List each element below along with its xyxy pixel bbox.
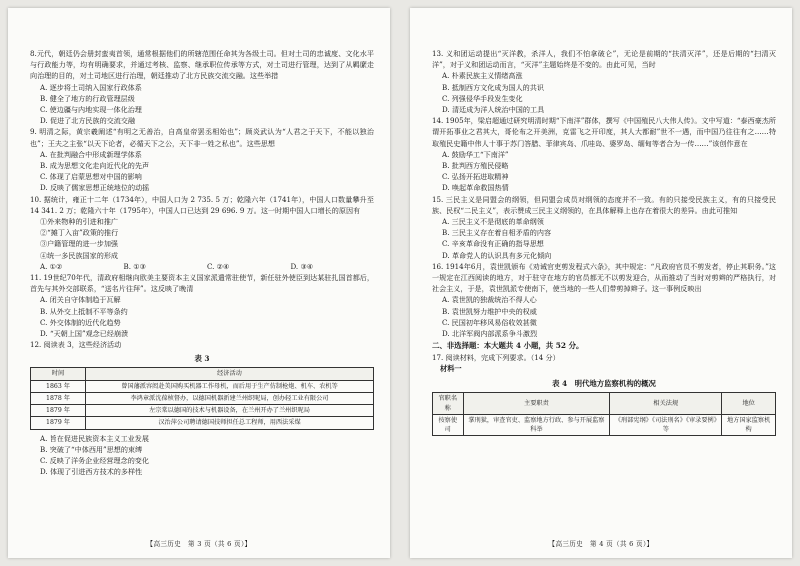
table-4 [432,392,776,436]
question-15-stem: 15. 三民主义是同盟会的纲领，但同盟会成员对纲领的态度并不一致。有的只接受民族主义，有的只接受民族、民权“二民主义”，表示赞成三民主义纲领的，在具体解释上也存在着很大的差异。由此可推知 [432,194,776,215]
question-16-option-b: B. 袁世凯努力维护中央的权威 [442,306,537,316]
table-header-time: 时间 [31,368,86,380]
left-column [30,48,374,477]
question-16-option-c: C. 民国初年移风易俗收效甚微 [442,317,537,327]
question-16 [432,261,776,339]
question-13-stem: 13. 义和团运动提出“灭洋教，杀洋人，我们不怕拿破仑”，无论是前期的“扶清灭洋”，还是后期的“扫清灭洋”，对于义和团运动而言，“灭洋”主题始终是不变的。由此可见，当时 [432,49,776,70]
question-8 [30,48,374,126]
table-cell-time: 1879 年 [31,417,86,429]
material-1-label: 材料一 [440,364,462,374]
table-cell-activity: 曾国藩派容闳赴美国购买机器工作母机，而后用于生产仿制枪炮、机车、农机等 [86,380,374,392]
question-13-option-d: D. 清廷成为洋人统治中国的工具 [442,105,545,115]
table-header-row [31,368,374,380]
question-10-options [30,261,374,272]
table-header-title: 官职名称 [433,393,464,414]
exam-page-4 [410,8,792,558]
question-10-item-2: ②“摊丁入亩”政策的推行 [40,228,119,238]
question-15-option-d: D. 革命党人的认识具有多元化倾向 [442,250,552,260]
table-header-law: 相关法规 [610,393,722,414]
question-15-option-c: C. 辛亥革命没有正确的指导思想 [442,239,544,249]
question-13-option-a: A. 朴素民族主义情绪高涨 [442,71,523,81]
table-cell-title: 按察使司 [433,414,464,435]
question-10-option-d: D. ③④ [290,261,314,271]
question-12-option-d: D. 体现了引进西方技术的多样性 [40,467,143,477]
question-15-option-b: B. 三民主义存在着自相矛盾的内容 [442,228,552,238]
question-13-option-c: C. 列强侵华手段发生变化 [442,93,523,103]
question-14-option-b: B. 批判西方殖民侵略 [442,161,509,171]
question-9 [30,126,374,193]
question-16-stem: 16. 1914年6月，袁世凯颁布《劝诫官吏剪发程式六条》，其中规定：“凡政府官员不剪发者，停止其职务。”这一规定在江西阅读的地方，对于驻守在地方的官员都无不以剪发迎合，从而推动了当时对剪辫的严格执行，对社会主义，于是，袁世凯派专使南下，使当地的一些人们带剪掉辫子。这一事例反映出 [432,261,776,294]
table-cell-time: 1879 年 [31,405,86,417]
question-8-option-b: B. 健全了地方的行政管理层级 [40,93,135,103]
question-16-option-d: D. 北洋军阀内部派系争斗激烈 [442,329,538,339]
table-header-activity: 经济活动 [86,368,374,380]
question-11-option-a: A. 闭关自守体制趋于瓦解 [40,295,121,305]
question-13 [432,48,776,115]
page-footer: 【高三历史 第 4 页（共 6 页）】 [548,540,654,548]
question-10 [30,194,374,272]
right-column [432,48,776,439]
table-cell-duty: 掌刑狱，审查官吏、监察地方行政、参与开展监察科举 [463,414,610,435]
question-10-item-3: ③户籍管理的进一步加强 [40,239,119,249]
question-8-option-d: D. 促进了北方民族的交流交融 [40,116,136,126]
question-8-stem: 8.元代，朝廷仍会册封蛮夷首领，通常根据他们的所辖范围任命其为各级土司。但对土司的忠诚度、文化水平与行政能力等，均有明确要求，并通过考核、监察、继承职位传承等方式，对土司进行管理，达到了从羁縻走向治理的目的，对土司地区进行治理，朝廷推动了北方民族交流交融。这些举措 [30,49,374,81]
question-14-option-a: A. 鼓励华工“下南洋” [442,149,509,159]
table-header-status: 地位 [722,393,776,414]
question-14-option-d: D. 唤起革命救国热情 [442,183,509,193]
table-cell-activity: 李鸿章派沈葆桢督办，以德国机器新建兰州织呢局，创办轻工业有限公司 [86,392,374,404]
question-10-item-4: ④统一多民族国家的形成 [40,250,119,260]
question-17 [432,352,776,436]
question-12 [30,339,374,477]
table-3-title: 表 3 [194,354,210,364]
question-12-option-c: C. 反映了洋务企业经营理念的变化 [40,455,149,465]
question-14 [432,115,776,193]
question-10-item-1: ①外来物种的引进和推广 [40,217,119,227]
table-cell-status: 地方国家监察机构 [722,414,776,435]
table-3 [30,367,374,429]
table-cell-time: 1863 年 [31,380,86,392]
question-17-stem: 17. 阅读材料，完成下列要求。（14 分） [432,353,560,363]
question-15 [432,194,776,261]
question-13-option-b: B. 抵制西方文化成为国人的共识 [442,82,544,92]
question-11-option-b: B. 从外交上抵制不平等条约 [40,306,128,316]
question-10-option-c: C. ②④ [207,261,230,271]
question-8-option-a: A. 逐步将土司纳入国家行政体系 [40,82,142,92]
question-10-option-a: A. ①② [40,261,63,271]
question-12-stem: 12. 阅读表 3，这些经济活动 [30,340,122,350]
question-10-stem: 10. 据统计，雍正十二年（1734年），中国人口为 2 735. 5 万；乾隆六年（1741年），中国人口数量攀升至 14 341. 2 万；乾隆六十年（1795年），中国人口已达到 29 696. 9 万。这一时期中国人口增长的原因有 [30,194,374,215]
question-9-option-b: B. 成为思想文化走向近代化的先声 [40,161,150,171]
question-11-option-c: C. 外交体制的近代化趋势 [40,317,121,327]
question-14-option-c: C. 弘扬开拓进取精神 [442,172,509,182]
section-2-heading: 二、非选择题：本大题共 4 小题，共 52 分。 [432,341,584,351]
table-4-title: 表 4 明代地方监察机构的概况 [552,379,656,389]
question-9-option-c: C. 体现了启蒙思想对中国的影响 [40,172,142,182]
table-header-duty: 主要职责 [463,393,610,414]
question-10-option-b: B. ①③ [123,261,146,271]
question-9-stem: 9. 明清之际，黄宗羲阐述“有明之无善治，自高皇帝罢丞相始也”；顾炎武认为“人君之于天下，不能以独治也”；王夫之主张“以天下论者，必循天下之公，天下非一姓之私也”。这些思想 [30,127,374,148]
question-12-option-a: A. 旨在促进民族资本主义工业发展 [40,433,149,443]
question-15-option-a: A. 三民主义不是彻底的革命纲领 [442,217,544,227]
table-row [433,414,776,435]
table-row [31,380,374,392]
page-footer: 【高三历史 第 3 页（共 6 页）】 [146,540,252,548]
question-12-option-b: B. 突破了“中体西用”思想的束缚 [40,444,143,454]
table-row [31,417,374,429]
table-header-row [433,393,776,414]
question-11-option-d: D. “天朝上国”观念已经崩溃 [40,329,129,339]
table-cell-law: 《刑部宪纲》《司法刑名》《审录要例》等 [610,414,722,435]
question-11-stem: 11. 19世纪70年代，清政府相继向欧美主要资本主义国家派遣常驻使节，新任驻外使臣到达某驻扎国首都后，首先与其外交部联系，“送名片往拜”。这反映了晚清 [30,273,374,294]
question-9-option-a: A. 在批判融合中形成新理学体系 [40,149,142,159]
question-9-option-d: D. 反映了儒家思想正统地位的动摇 [40,183,150,193]
table-cell-time: 1878 年 [31,392,86,404]
question-14-stem: 14. 1905年，梁启超通过研究明清时期“下南洋”群体，撰写《中国殖民八大伟人传》。文中写道：“泰西豪杰所谓开拓事业之君其大，哥伦布之开美洲，克雷飞之开印度，其人大都耐”世不一遇，而中国乃往往有之……特取殖民史籍中伟人十事于苏门答腊、菲律宾岛、爪哇岛、婆罗岛、缅甸等者合为一传……”该创作意在 [432,116,776,148]
table-row [31,392,374,404]
table-cell-activity: 汉治萍公司聘请德国技师担任总工程师，用西法采煤 [86,417,374,429]
exam-page-3 [8,8,390,558]
table-row [31,405,374,417]
table-cell-activity: 左宗棠以德国的技术与机器设备，在兰州开办了兰州织呢局 [86,405,374,417]
question-11 [30,272,374,339]
question-8-option-c: C. 使边疆与内地实现一体化治理 [40,105,142,115]
question-16-option-a: A. 袁世凯的独裁统治不得人心 [442,295,537,305]
